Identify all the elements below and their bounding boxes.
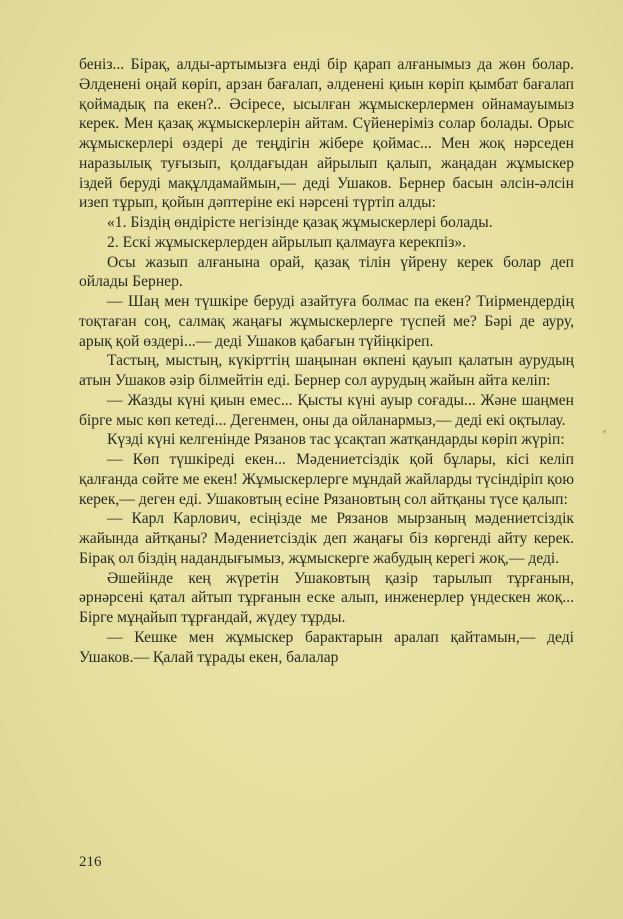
paragraph: «1. Біздің өндірісте негізінде қазақ жұмыскерлері болады. <box>107 214 493 231</box>
page-number: 216 <box>79 854 102 870</box>
paragraph: Осы жазып алғанына орай, қазақ тілін үйрену керек болар деп ойлады Бернер. <box>79 253 574 291</box>
paragraph: — Кешке мен жұмыскер барактарын аралап қайтамын,— деді Ушаков.— Қалай тұрады екен, балалар <box>79 628 574 666</box>
paragraph: 2. Ескі жұмыскерлерден айрылып қалмауға керекпіз». <box>107 233 467 251</box>
paragraph: — Көп түшкіреді екен... Мәдениетсіздік қой бұлары, кісі келіп қалғанда сөйте ме екен! Жұмыскерлерге мұндай жайларды түсіндіріп қою керек,— деген еді. Ушаковтың есіне Рязановтың сол айтқаны түсе қалып: <box>79 451 574 508</box>
paragraph: — Жазды күні қиын емес... Қысты күні ауыр соғады... Және шаңмен бірге мыс көп кетеді... Дегенмен, оны да ойланармыз,— деді екі оқтылау. <box>79 391 574 429</box>
paragraph: беніз... Бірақ, алды-артымызға енді бір қарап алғанымыз да жөн болар. Әлдененi оңай көріп, арзан бағалап, әлденені қиын көріп қымбат бағалап қоймадық па екен?.. Әсіресе, ысылған жұмыскерлермен ойнамауымыз керек. Мен қазақ жұмыскерлерін айтам. Сүйенеріміз солар болады. Орыс жұмыскерлері өздері де теңдігін жібере қоймас... Мен жоқ нәрседен наразылық туғызып, қолдағыдан айрылып қалып, жаңадан жұмыскер іздей беруді мақұлдамаймын,— деді Ушаков. Бернер басын әлсін-әлсін изеп тұрып, қойын дәптеріне екі нәрсені түртіп алды: <box>79 56 574 212</box>
paragraph: — Шаң мен түшкіре беруді азайтуға болмас па екен? Тиірмендердің тоқтаған соң, салмақ жаңағы жұмыскерлерге түспей ме? Бәрі де ауру, арық қой өздері...— деді Ушаков қабағын түйіңкіреп. <box>79 293 574 350</box>
paragraph: — Карл Карлович, есіңізде ме Рязанов мырзаның мәдениетсіздік жайында айтқаны? Мәдениетсіздік деп жаңағы біз көргенді айту керек. Бірақ ол біздің надандығымыз, жұмыскерге жабудың керегі жоқ,— деді. <box>79 510 574 567</box>
paragraph: Тастың, мыстың, күкірттің шаңынан өкпені қауып қалатын аурудың атын Ушаков әзір білмейтін еді. Бернер сол аурудың жайын айта келіп: <box>79 352 574 389</box>
paragraph: Әшейінде кең жүретін Ушаковтың қазір тарылып тұрғанын, әрнәрсені қатал айтып тұрғанын еске алып, инженерлер үндескен жоқ... Бірге мұңайып тұрғандай, жүдеу тұрды. <box>79 569 574 626</box>
paragraph: Күзді күні келгенінде Рязанов тас ұсақтап жатқандарды көріп жүріп: <box>107 431 565 449</box>
paper-speck <box>603 430 606 433</box>
body-text <box>79 55 574 667</box>
